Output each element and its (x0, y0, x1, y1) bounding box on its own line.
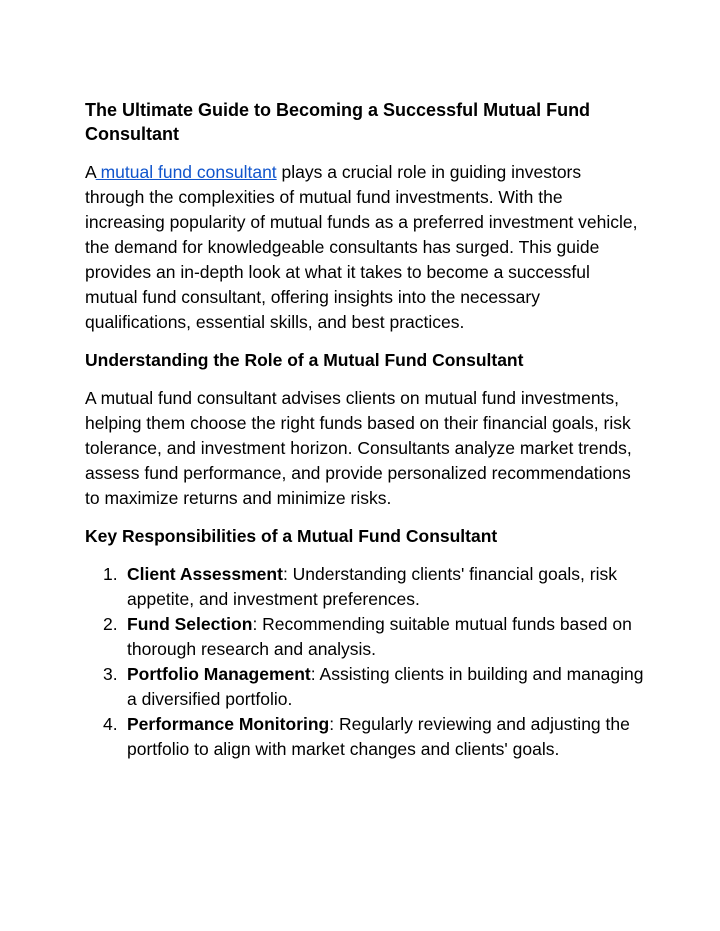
list-item-term: Fund Selection (127, 614, 253, 634)
document-title: The Ultimate Guide to Becoming a Successful Mutual Fund Consultant (85, 100, 591, 144)
list-item-term: Portfolio Management (127, 664, 311, 684)
list-item-term: Client Assessment (127, 564, 283, 584)
list-number: 3. (103, 664, 118, 684)
document-page (85, 98, 645, 762)
mutual-fund-consultant-link[interactable]: mutual fund consultant (95, 162, 277, 182)
list-number: 4. (103, 714, 118, 734)
list-item-description: : Recommending suitable mutual funds based on thorough research and analysis. (127, 614, 632, 659)
intro-paragraph (85, 160, 645, 335)
section-heading-responsibilities: Key Responsibilities of a Mutual Fund Consultant (85, 526, 498, 546)
list-item-description: : Regularly reviewing and adjusting the portfolio to align with market changes and clients' goals. (127, 714, 630, 759)
list-item (85, 562, 645, 612)
list-item-term: Performance Monitoring (127, 714, 330, 734)
role-paragraph: A mutual fund consultant advises clients on mutual fund investments, helping them choose the right funds based on their financial goals, risk tolerance, and investment horizon. Consultants analyze market trends, assess fund performance, and provide personalized recommendations to maximize returns and minimize risks. (85, 388, 632, 508)
list-item-description: : Understanding clients' financial goals, risk appetite, and investment preferences. (127, 564, 618, 609)
intro-prefix: A (85, 162, 96, 182)
section-heading-role: Understanding the Role of a Mutual Fund Consultant (85, 350, 524, 370)
list-number: 2. (103, 614, 118, 634)
list-item (85, 662, 645, 712)
list-number: 1. (103, 564, 118, 584)
list-item-description: : Assisting clients in building and managing a diversified portfolio. (127, 664, 644, 709)
list-item (85, 612, 645, 662)
responsibilities-list (85, 562, 645, 762)
intro-text: plays a crucial role in guiding investors through the complexities of mutual fund investments. With the increasing popularity of mutual funds as a preferred investment vehicle, the demand for knowledgeable consultants has surged. This guide provides an in-depth look at what it takes to become a successful mutual fund consultant, offering insights into the necessary qualifications, essential skills, and best practices. (85, 162, 638, 332)
list-item (85, 712, 645, 762)
